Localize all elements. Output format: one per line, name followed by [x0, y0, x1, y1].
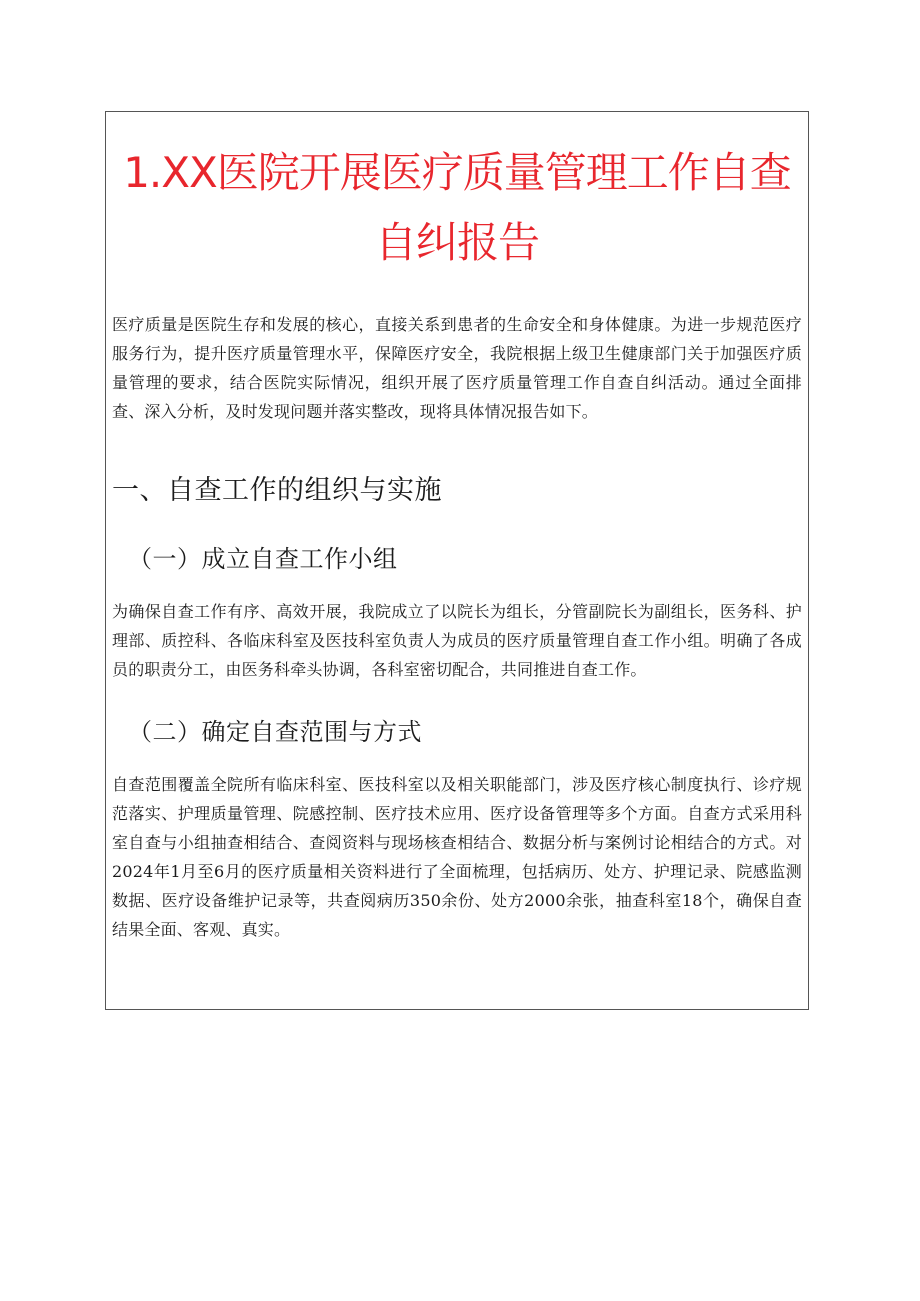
document-frame — [105, 111, 809, 1010]
subsection-body-scope: 自查范围覆盖全院所有临床科室、医技科室以及相关职能部门，涉及医疗核心制度执行、诊疗规范落实、护理质量管理、院感控制、医疗技术应用、医疗设备管理等多个方面。自查方式采用科室自查与小组抽查相结合、查阅资料与现场核查相结合、数据分析与案例讨论相结合的方式。对2024年1月至6月的医疗质量相关资料进行了全面梳理，包括病历、处方、护理记录、院感监测数据、医疗设备维护记录等，共查阅病历350余份、处方2000余张，抽查科室18个，确保自查结果全面、客观、真实。 — [112, 775, 802, 939]
section-heading-organization: 一、自查工作的组织与实施 — [112, 475, 442, 506]
subsection-heading-scope: （二）确定自查范围与方式 — [128, 718, 422, 746]
document-title: 1.XX医院开展医疗质量管理工作自查自纠报告 — [123, 148, 791, 267]
intro-paragraph: 医疗质量是医院生存和发展的核心，直接关系到患者的生命安全和身体健康。为进一步规范医疗服务行为，提升医疗质量管理水平，保障医疗安全，我院根据上级卫生健康部门关于加强医疗质量管理的要求，结合医院实际情况，组织开展了医疗质量管理工作自查自纠活动。通过全面排查、深入分析，及时发现问题并落实整改，现将具体情况报告如下。 — [112, 315, 802, 421]
subsection-heading-team: （一）成立自查工作小组 — [128, 545, 398, 573]
subsection-body-team: 为确保自查工作有序、高效开展，我院成立了以院长为组长，分管副院长为副组长，医务科、护理部、质控科、各临床科室及医技科室负责人为成员的医疗质量管理自查工作小组。明确了各成员的职责分工，由医务科牵头协调，各科室密切配合，共同推进自查工作。 — [112, 602, 802, 679]
